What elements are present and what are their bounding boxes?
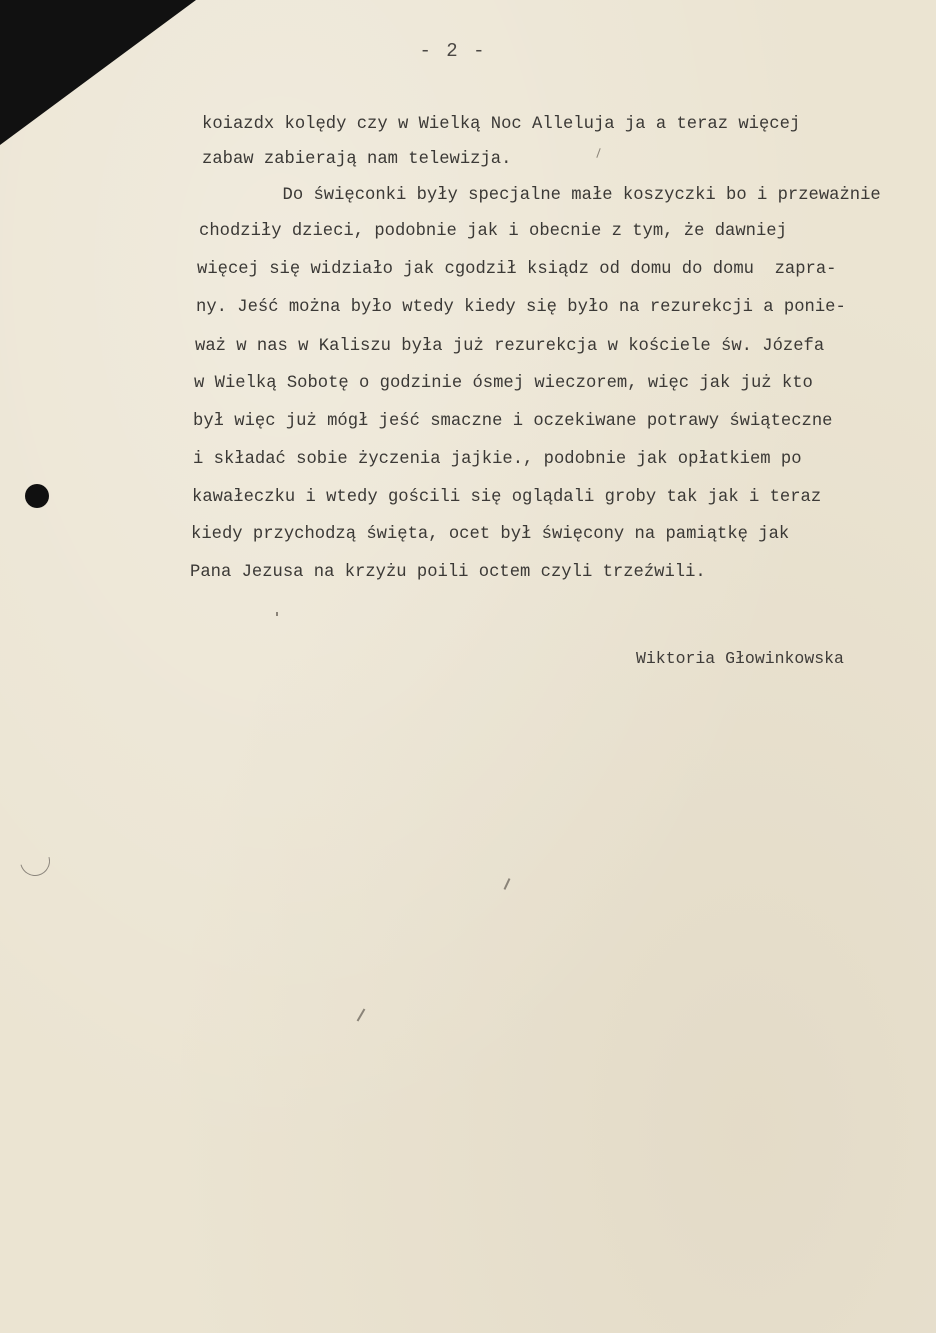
text-line: był więc już mógł jeść smaczne i oczekiwane potrawy świąteczne [193, 412, 833, 431]
punch-hole [25, 484, 49, 508]
signature: Wiktoria Głowinkowska [636, 649, 844, 668]
text-line: zabaw zabierają nam telewizja. [202, 150, 512, 169]
text-line: ny. Jeść można było wtedy kiedy się było na rezurekcji a ponie- [196, 298, 846, 317]
corner-shadow [0, 0, 196, 145]
text-line: koiazdx kolędy czy w Wielką Noc Alleluja ja a teraz więcej [202, 115, 801, 134]
text-line: więcej się widziało jak cgodził ksiądz od domu do domu zapra- [197, 260, 837, 279]
text-line: waż w nas w Kaliszu była już rezurekcja w kościele św. Józefa [195, 337, 825, 356]
text-line: kawałeczku i wtedy gościli się oglądali groby tak jak i teraz [192, 488, 822, 507]
text-line: Pana Jezusa na krzyżu poili octem czyli trzeźwili. [190, 563, 706, 582]
paper-speck [276, 612, 278, 616]
text-line: Do święconki były specjalne małe koszyczki bo i przeważnie [200, 186, 881, 205]
text-line: chodziły dzieci, podobnie jak i obecnie z tym, że dawniej [199, 222, 787, 241]
page-number: - 2 - [419, 40, 487, 62]
text-line: i składać sobie życzenia jajkie., podobnie jak opłatkiem po [193, 450, 802, 469]
text-line: kiedy przychodzą święta, ocet był święcony na pamiątkę jak [191, 525, 790, 544]
text-line: w Wielką Sobotę o godzinie ósmej wieczorem, więc jak już kto [194, 374, 813, 393]
